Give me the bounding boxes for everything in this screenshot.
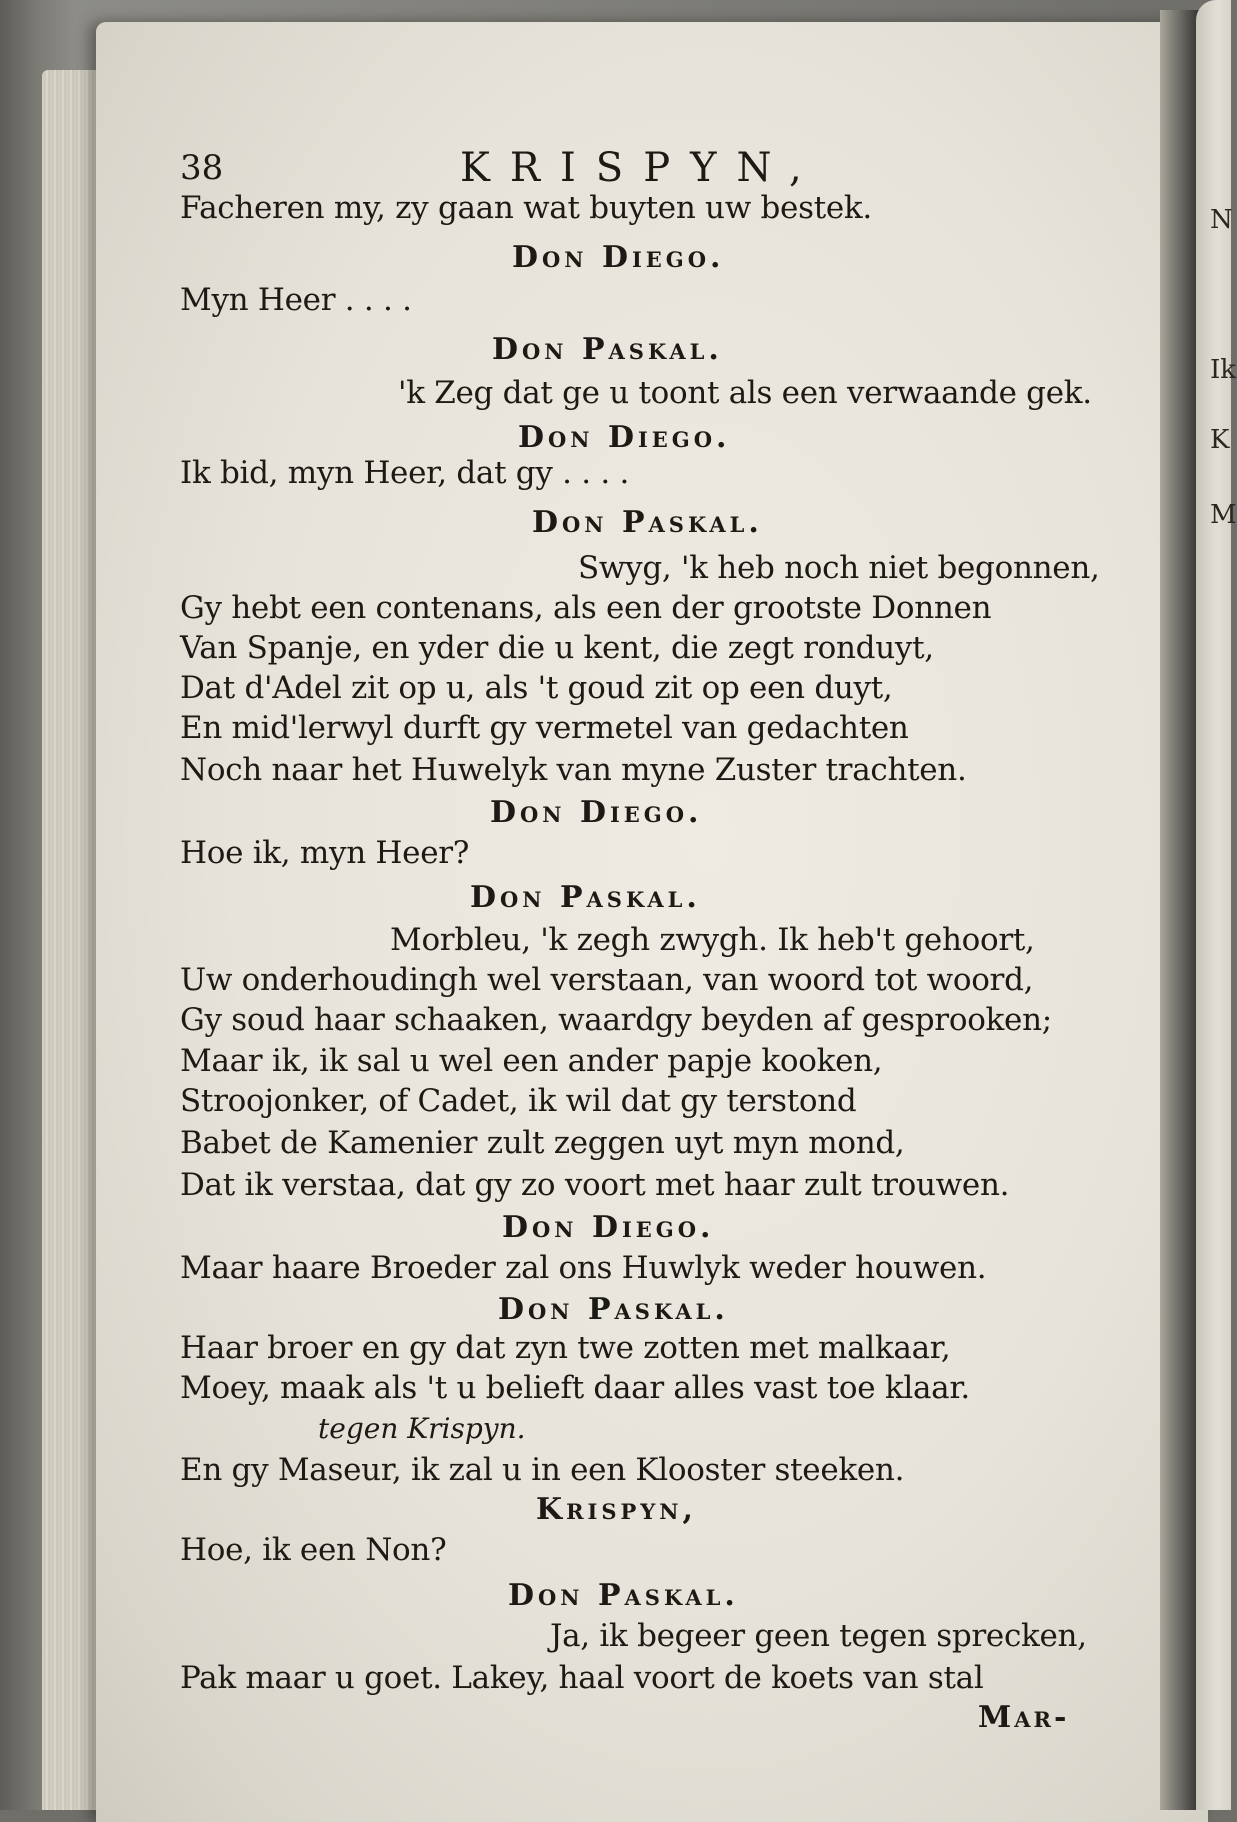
verse-line: Dat ik verstaa, dat gy zo voort met haar zult trouwen.	[180, 1167, 1010, 1203]
verse-line: En mid'lerwyl durft gy vermetel van gedachten	[180, 710, 909, 746]
speaker-heading: Don Paskal.	[492, 332, 723, 367]
facing-page-letter: M	[1210, 500, 1237, 530]
stage-direction: tegen Krispyn.	[318, 1412, 526, 1445]
verse-line: Gy soud haar schaaken, waardgy beyden af gesprooken;	[180, 1002, 1052, 1038]
speaker-heading: Don Paskal.	[470, 880, 701, 915]
verse-line: Babet de Kamenier zult zeggen uyt myn mond,	[180, 1125, 905, 1161]
verse-line: Gy hebt een contenans, als een der grootste Donnen	[180, 590, 992, 626]
facing-page-letter: N	[1210, 205, 1233, 235]
speaker-heading: Don Diego.	[518, 420, 731, 455]
speaker-heading: Don Paskal.	[498, 1292, 729, 1327]
verse-line: Maar ik, ik sal u wel een ander papje kooken,	[180, 1043, 883, 1079]
verse-line: Moey, maak als 't u belieft daar alles vast toe klaar.	[180, 1370, 970, 1406]
facing-page-letter: K	[1210, 425, 1230, 455]
verse-line: Noch naar het Huwelyk van myne Zuster trachten.	[180, 752, 967, 788]
facing-page-letter: Ik	[1210, 355, 1237, 385]
speaker-heading: Don Diego.	[502, 1210, 715, 1245]
speaker-heading: Don Paskal.	[532, 505, 763, 540]
verse-line: 'k Zeg dat ge u toont als een verwaande gek.	[398, 375, 1092, 411]
verse-line: En gy Maseur, ik zal u in een Klooster steeken.	[180, 1452, 905, 1488]
page-number: 38	[180, 148, 224, 188]
verse-line: Facheren my, zy gaan wat buyten uw bestek.	[180, 190, 872, 226]
speaker-heading: Don Diego.	[490, 795, 703, 830]
speaker-heading: Krispyn,	[536, 1492, 697, 1527]
running-title: KRISPYN,	[460, 145, 822, 191]
verse-line: Swyg, 'k heb noch niet begonnen,	[578, 550, 1100, 586]
verse-line: Van Spanje, en yder die u kent, die zegt ronduyt,	[180, 630, 934, 666]
verse-line: Maar haare Broeder zal ons Huwlyk weder houwen.	[180, 1250, 987, 1286]
verse-line: Morbleu, 'k zegh zwygh. Ik heb't gehoort,	[390, 922, 1035, 958]
verse-line: Ja, ik begeer geen tegen sprecken,	[550, 1618, 1087, 1654]
speaker-heading: Don Paskal.	[508, 1578, 739, 1613]
verse-line: Uw onderhoudingh wel verstaan, van woord tot woord,	[180, 962, 1034, 998]
verse-line: Myn Heer . . . .	[180, 282, 412, 318]
verse-line: Ik bid, myn Heer, dat gy . . . .	[180, 455, 629, 491]
speaker-heading: Don Diego.	[512, 240, 725, 275]
verse-line: Haar broer en gy dat zyn twe zotten met malkaar,	[180, 1330, 951, 1366]
verse-line: Stroojonker, of Cadet, ik wil dat gy terstond	[180, 1083, 857, 1119]
verse-line: Pak maar u goet. Lakey, haal voort de koets van stal	[180, 1660, 984, 1696]
catchword: Mar-	[978, 1700, 1070, 1735]
verse-line: Hoe, ik een Non?	[180, 1532, 447, 1568]
verse-line: Hoe ik, myn Heer?	[180, 835, 470, 871]
verse-line: Dat d'Adel zit op u, als 't goud zit op een duyt,	[180, 670, 893, 706]
